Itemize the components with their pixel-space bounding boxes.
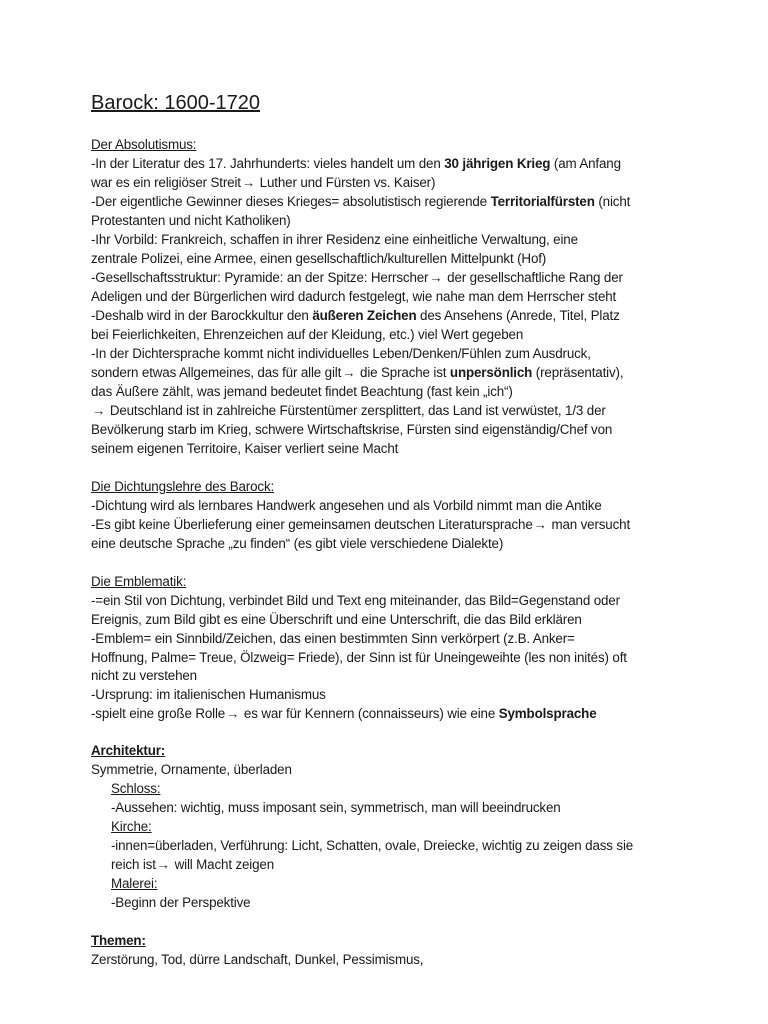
section-heading-absolutismus: Der Absolutismus:	[91, 137, 197, 152]
text-line: Protestanten und nicht Katholiken)	[91, 213, 291, 228]
text-line: Zerstörung, Tod, dürre Landschaft, Dunkel, Pessimismus,	[91, 952, 424, 967]
text-line: bei Feierlichkeiten, Ehrenzeichen auf der Kleidung, etc.) viel Wert gegeben	[91, 327, 524, 342]
text-segment: Luther und Fürsten vs. Kaiser)	[256, 175, 436, 190]
text-line: Symmetrie, Ornamente, überladen	[91, 762, 292, 777]
text-segment: war es ein religiöser Streit	[91, 175, 241, 190]
text-segment: der gesellschaftliche Rang der	[443, 270, 623, 285]
text-line: Bevölkerung starb im Krieg, schwere Wirtschaftskrise, Fürsten sind eigenständig/Chef von	[91, 422, 613, 437]
text-line: -innen=überladen, Verführung: Licht, Schatten, ovale, Dreiecke, wichtig zu zeigen dass sie	[111, 838, 634, 853]
text-line	[91, 704, 597, 723]
subheading-schloss: Schloss:	[111, 781, 161, 796]
text-segment: (am Anfang	[550, 156, 621, 171]
text-segment: -In der Literatur des 17. Jahrhunderts: vieles handelt um den	[91, 156, 445, 171]
subheading-kirche: Kirche:	[111, 819, 152, 834]
text-segment: unpersönlich	[449, 365, 533, 380]
text-segment: -Der eigentliche Gewinner dieses Krieges= absolutistisch regierende	[91, 194, 491, 209]
text-line: das Äußere zählt, was jemand bedeutet findet Beachtung (fast kein „ich“)	[91, 384, 513, 399]
arrow-right-icon: →	[342, 365, 356, 380]
text-segment: -Deshalb wird in der Barockkultur den	[91, 308, 313, 323]
page-title: Barock: 1600-1720	[91, 92, 261, 114]
text-segment: äußeren Zeichen	[312, 308, 417, 323]
text-line: -Ursprung: im italienischen Humanismus	[91, 687, 326, 702]
text-line	[91, 401, 606, 420]
text-line: eine deutsche Sprache „zu finden“ (es gibt viele verschiedene Dialekte)	[91, 536, 504, 551]
text-line: zentrale Polizei, eine Armee, einen gesellschaftlich/kulturellen Mittelpunkt (Hof)	[91, 251, 547, 266]
text-segment: Deutschland ist in zahlreiche Fürstentümer zersplittert, das Land ist verwüstet, 1/3 der	[106, 403, 606, 418]
text-segment: (repräsentativ),	[532, 365, 624, 380]
text-line: seinem eigenen Territoire, Kaiser verliert seine Macht	[91, 441, 399, 456]
section-heading-themen: Themen:	[91, 933, 146, 948]
arrow-right-icon: →	[429, 270, 443, 285]
text-segment: will Macht zeigen	[171, 857, 275, 872]
text-segment: Territorialfürsten	[490, 194, 595, 209]
subheading-malerei: Malerei:	[111, 876, 158, 891]
arrow-right-icon: →	[156, 857, 171, 872]
text-line	[91, 154, 621, 173]
text-segment: sondern etwas Allgemeines, das für alle gilt	[91, 365, 342, 380]
text-line	[91, 268, 623, 287]
text-segment: Symbolsprache	[498, 706, 597, 721]
section-heading-architektur: Architektur:	[91, 743, 166, 758]
text-line	[91, 515, 630, 534]
text-line: -Dichtung wird als lernbares Handwerk angesehen und als Vorbild nimmt man die Antike	[91, 498, 602, 513]
arrow-right-icon: →	[92, 403, 106, 418]
text-line	[91, 306, 620, 325]
section-heading-emblematik: Die Emblematik:	[91, 574, 187, 589]
text-segment: 30 jährigen Krieg	[444, 156, 551, 171]
text-segment: es war für Kennern (connaisseurs) wie eine	[240, 706, 499, 721]
text-line: -=ein Stil von Dichtung, verbindet Bild und Text eng miteinander, das Bild=Gegenstand oder	[91, 593, 620, 608]
text-segment: des Ansehens (Anrede, Titel, Platz	[416, 308, 620, 323]
section-heading-dichtungslehre: Die Dichtungslehre des Barock:	[91, 479, 275, 494]
text-segment: -spielt eine große Rolle	[91, 706, 226, 721]
text-line	[91, 173, 435, 192]
text-segment: -Es gibt keine Überlieferung einer gemeinsamen deutschen Literatursprache	[91, 517, 533, 532]
text-line: Ereignis, zum Bild gibt es eine Überschrift und eine Unterschrift, die das Bild erklären	[91, 612, 582, 627]
text-segment: (nicht	[594, 194, 631, 209]
text-line: Adeligen und der Bürgerlichen wird dadurch festgelegt, wie nahe man dem Herrscher steht	[91, 289, 617, 304]
arrow-right-icon: →	[226, 706, 240, 721]
text-line: -Emblem= ein Sinnbild/Zeichen, das einen bestimmten Sinn verkörpert (z.B. Anker=	[91, 631, 575, 646]
text-line	[111, 855, 274, 874]
text-line: Hoffnung, Palme= Treue, Ölzweig= Friede), der Sinn ist für Uneingeweihte (les non inités) oft	[91, 650, 627, 665]
text-line	[91, 363, 623, 382]
text-segment: die Sprache ist	[356, 365, 450, 380]
text-line: -Beginn der Perspektive	[111, 895, 251, 910]
arrow-right-icon: →	[241, 175, 256, 190]
text-segment: -Gesellschaftsstruktur: Pyramide: an der Spitze: Herrscher	[91, 270, 429, 285]
text-line: -Ihr Vorbild: Frankreich, schaffen in ihrer Residenz eine einheitliche Verwaltung, eine	[91, 232, 578, 247]
text-line: -Aussehen: wichtig, muss imposant sein, symmetrisch, man will beeindrucken	[111, 800, 561, 815]
text-line	[91, 192, 630, 211]
text-line: -In der Dichtersprache kommt nicht individuelles Leben/Denken/Fühlen zum Ausdruck,	[91, 346, 591, 361]
arrow-right-icon: →	[533, 517, 547, 532]
text-segment: man versucht	[547, 517, 631, 532]
text-line: nicht zu verstehen	[91, 668, 197, 683]
text-segment: reich ist	[111, 857, 156, 872]
